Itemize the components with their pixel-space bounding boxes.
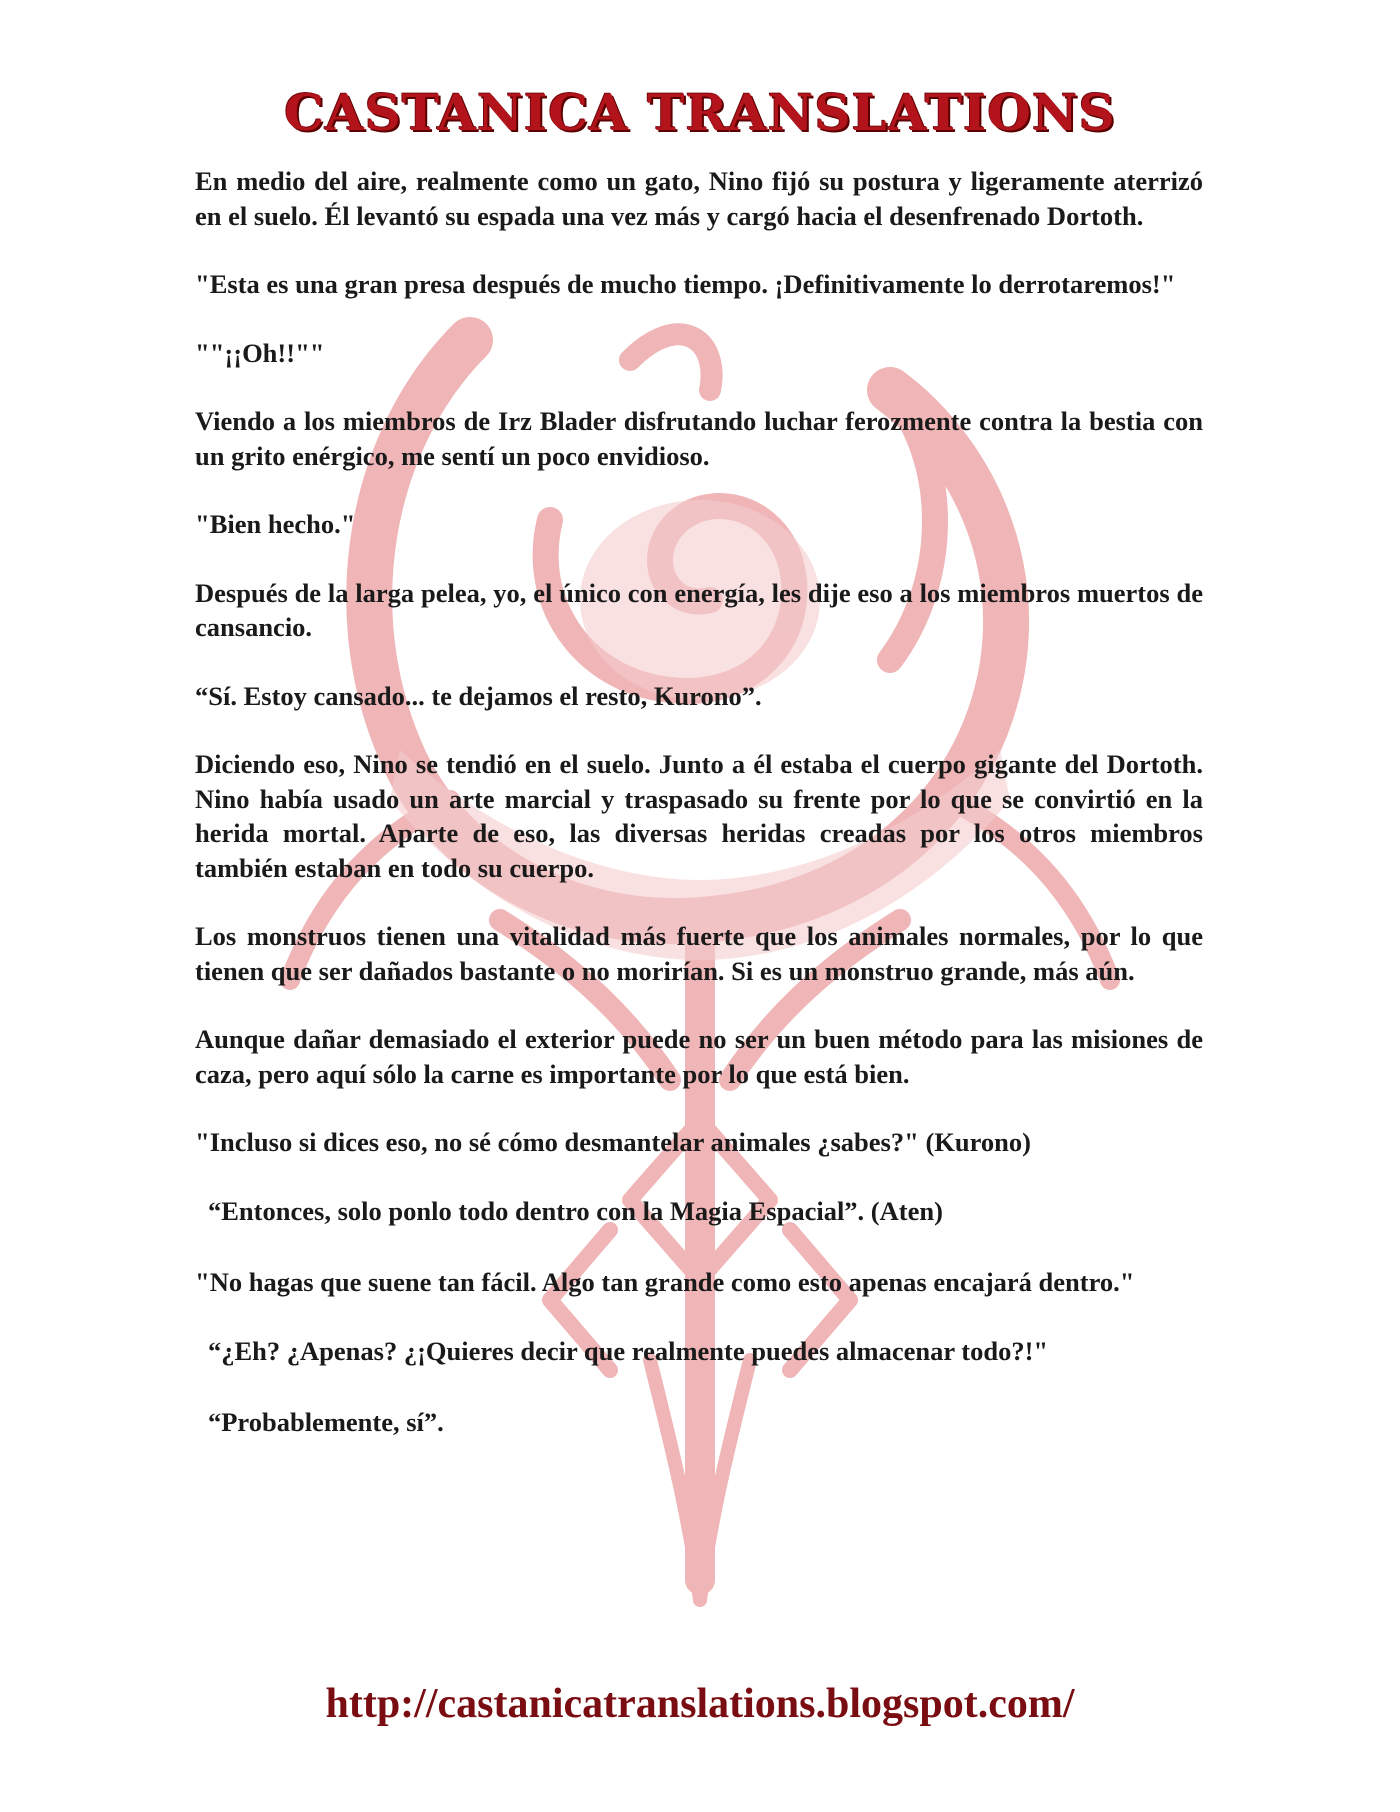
paragraph: “Entonces, solo ponlo todo dentro con la Magia Espacial”. (Aten) [208, 1195, 943, 1226]
paragraph: Viendo a los miembros de Irz Blader disfrutando luchar ferozmente contra la bestia con un grito enérgico, me sentí un poco envidioso. [195, 406, 1203, 471]
paragraph: ""¡¡Oh!!"" [195, 337, 325, 368]
paragraph: “Probablemente, sí”. [208, 1407, 444, 1437]
document-body [195, 164, 1203, 1477]
paragraph: "No hagas que suene tan fácil. Algo tan grande como esto apenas encajará dentro." [195, 1267, 1135, 1297]
paragraph: "Esta es una gran presa después de mucho tiempo. ¡Definitivamente lo derrotaremos!" [195, 269, 1176, 299]
paragraph: En medio del aire, realmente como un gato, Nino fijó su postura y ligeramente aterrizó en el suelo. Él levantó su espada una vez más y cargó hacia el desenfrenado Dortoth. [195, 166, 1203, 231]
blog-url-link[interactable]: http://castanicatranslations.blogspot.com/ [325, 1681, 1075, 1727]
paragraph: “Sí. Estoy cansado... te dejamos el resto, Kurono”. [195, 680, 762, 711]
page-title: CASTANICA TRANSLATIONS [284, 83, 1116, 142]
paragraph: Aunque dañar demasiado el exterior puede no ser un buen método para las misiones de caza, pero aquí sólo la carne es importante por lo que está bien. [195, 1024, 1203, 1089]
paragraph: Diciendo eso, Nino se tendió en el suelo. Junto a él estaba el cuerpo gigante del Dortoth. Nino había usado un arte marcial y traspasado su frente por lo que se convirtió en la herida mortal. Aparte de eso, las diversas heridas creadas por los otros miembros también estaban en todo su cuerpo. [195, 749, 1203, 883]
paragraph: “¿Eh? ¿Apenas? ¿¡Quieres decir que realmente puedes almacenar todo?!" [208, 1335, 1049, 1366]
paragraph: Después de la larga pelea, yo, el único con energía, les dije eso a los miembros muertos de cansancio. [195, 577, 1203, 642]
paragraph: "Bien hecho." [195, 509, 356, 539]
paragraph: "Incluso si dices eso, no sé cómo desmantelar animales ¿sabes?" (Kurono) [195, 1127, 1031, 1157]
paragraph: Los monstruos tienen una vitalidad más fuerte que los animales normales, por lo que tienen que ser dañados bastante o no morirían. Si es un monstruo grande, más aún. [195, 921, 1203, 986]
